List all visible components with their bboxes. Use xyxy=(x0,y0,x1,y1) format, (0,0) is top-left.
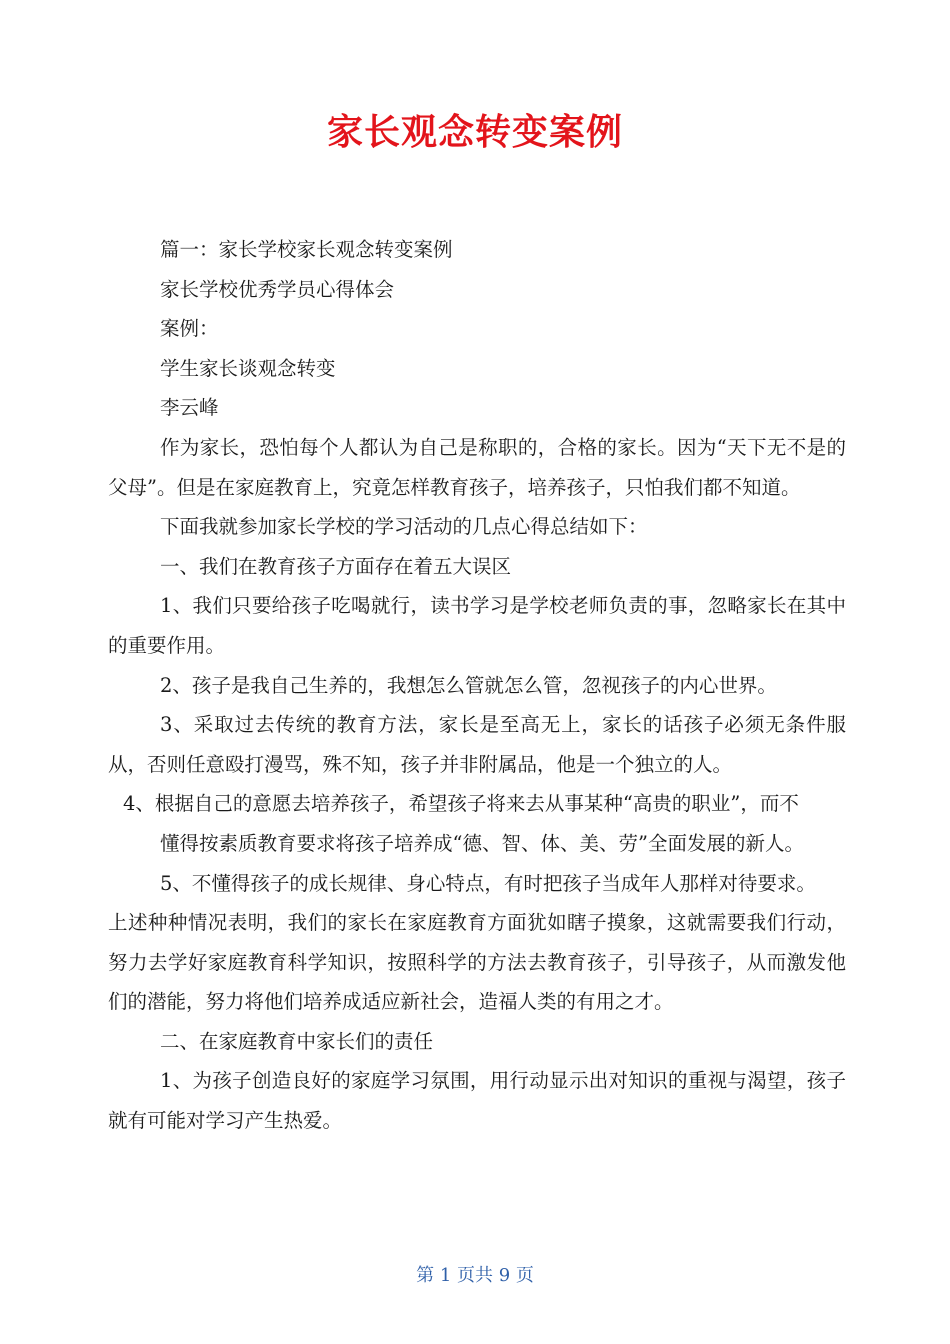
paragraph: 下面我就参加家长学校的学习活动的几点心得总结如下： xyxy=(160,515,648,539)
paragraph: 1、我们只要给孩子吃喝就行，读书学习是学校老师负责的事，忽略家长在其中的重要作用。 xyxy=(108,594,846,657)
document-title: 家长观念转变案例 xyxy=(326,111,623,153)
paragraph: 1、为孩子创造良好的家庭学习氛围，用行动显示出对知识的重视与渴望，孩子就有可能对学习产生热爱。 xyxy=(108,1069,846,1133)
paragraph: 作为家长，恐怕每个人都认为自己是称职的，合格的家长。因为“天下无不是的父母”。但是在家庭教育上，究竟怎样教育孩子，培养孩子，只怕我们都不知道。 xyxy=(108,435,846,499)
paragraph: 家长学校优秀学员心得体会 xyxy=(160,277,395,301)
paragraph: 5、不懂得孩子的成长规律、身心特点，有时把孩子当成年人那样对待要求。 xyxy=(160,871,816,895)
paragraph: 3、采取过去传统的教育方法，家长是至高无上，家长的话孩子必须无条件服从，否则任意殴打漫骂，殊不知，孩子并非附属品，他是一个独立的人。 xyxy=(108,713,846,776)
document-body xyxy=(108,230,846,1141)
paragraph: 2、孩子是我自己生养的，我想怎么管就怎么管，忽视孩子的内心世界。 xyxy=(160,673,777,697)
paragraph: 李云峰 xyxy=(160,396,219,420)
paragraph: 4、根据自己的意愿去培养孩子，希望孩子将来去从事某种“高贵的职业”，而不 xyxy=(123,792,799,816)
paragraph: 学生家长谈观念转变 xyxy=(160,356,336,380)
page-number-footer: 第 1 页共 9 页 xyxy=(416,1265,534,1286)
paragraph: 懂得按素质教育要求将孩子培养成“德、智、体、美、劳”全面发展的新人。 xyxy=(160,831,804,855)
paragraph: 一、我们在教育孩子方面存在着五大误区 xyxy=(160,554,512,578)
paragraph: 篇一：家长学校家长观念转变案例 xyxy=(160,238,453,261)
paragraph: 二、在家庭教育中家长们的责任 xyxy=(160,1029,434,1053)
paragraph: 案例： xyxy=(160,317,219,341)
paragraph: 上述种种情况表明，我们的家长在家庭教育方面犹如瞎子摸象，这就需要我们行动，努力去学好家庭教育科学知识，按照科学的方法去教育孩子，引导孩子，从而激发他们的潜能，努力将他们培养成适应新社会，造福人类的有用之才。 xyxy=(108,911,846,1014)
